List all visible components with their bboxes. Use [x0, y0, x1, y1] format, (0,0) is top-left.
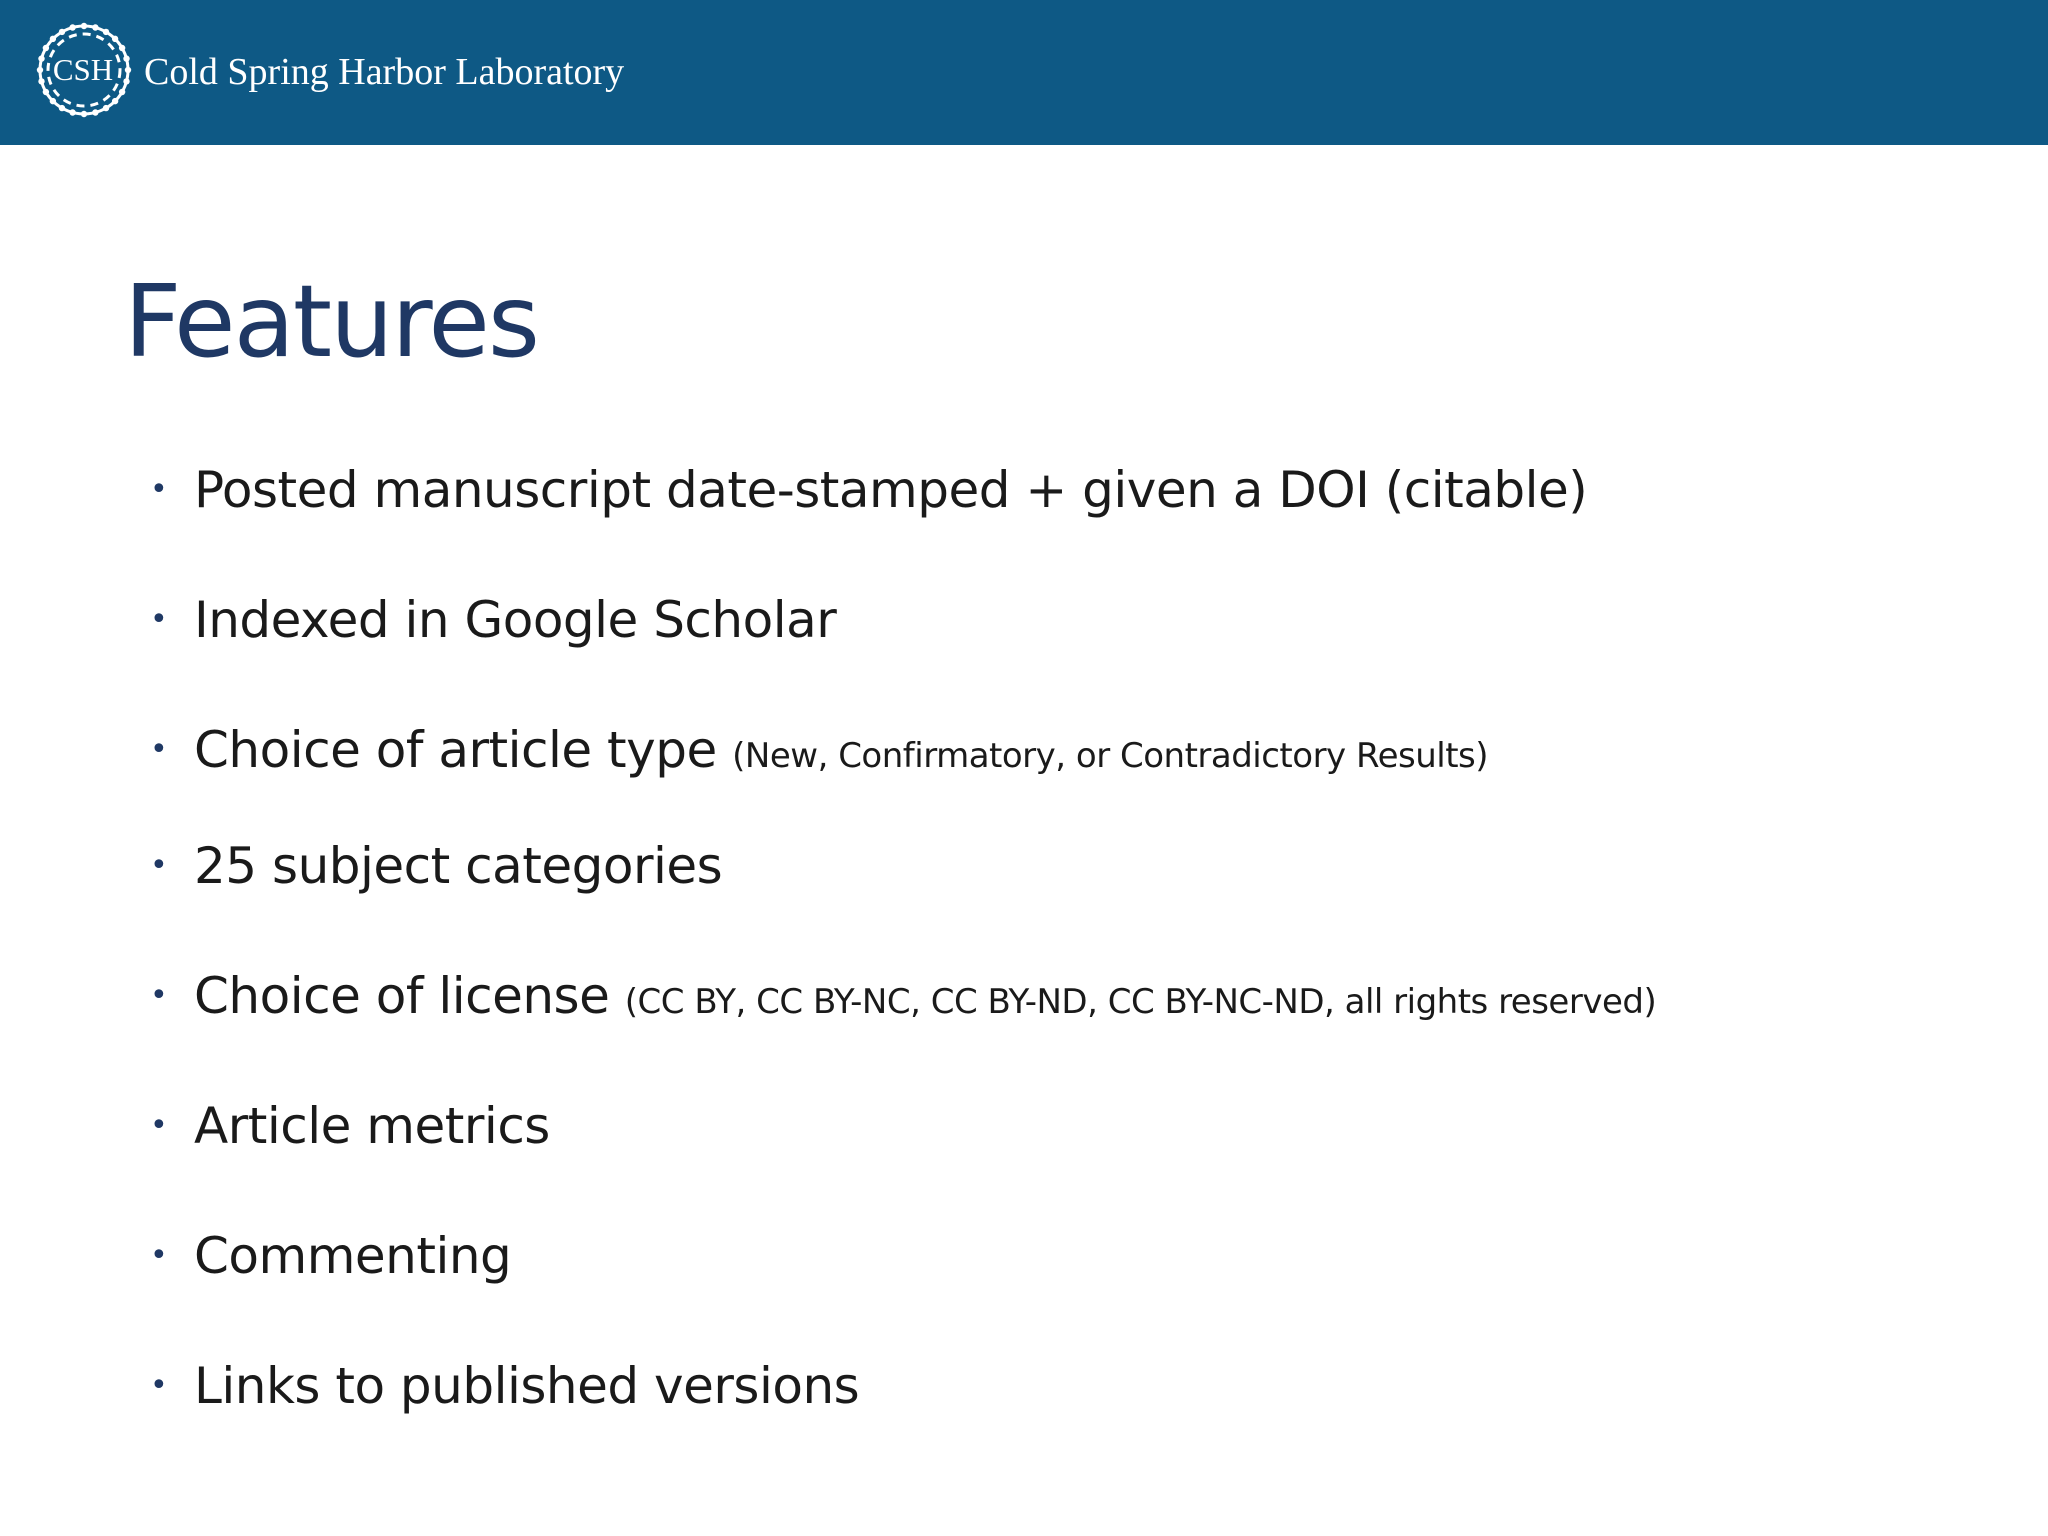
bullet-text: Article metrics [194, 1097, 550, 1155]
logo-bead [112, 36, 118, 42]
logo-bead [92, 24, 98, 30]
logo-bead [112, 98, 118, 104]
bullet-text: Links to published versions [194, 1357, 860, 1415]
logo-bead [81, 111, 87, 117]
bullet-text: Indexed in Google Scholar [194, 591, 837, 649]
logo-bead [103, 105, 109, 111]
logo-bead [43, 45, 49, 51]
bullet-text: Choice of article type [194, 721, 717, 779]
logo-bead [92, 109, 98, 115]
bullet-icon: • [150, 1238, 168, 1273]
logo-bead [38, 55, 44, 61]
bullet-note: (New, Confirmatory, or Contradictory Results) [732, 736, 1489, 776]
logo-bead [59, 105, 65, 111]
org-name: Cold Spring Harbor Laboratory [144, 51, 625, 93]
bullet-text: Commenting [194, 1227, 512, 1285]
page-title: Features [124, 263, 538, 380]
logo-bead [103, 29, 109, 35]
bullet-icon: • [150, 848, 168, 883]
bullet-text: 25 subject categories [194, 837, 723, 895]
logo-bead [119, 45, 125, 51]
logo-bead [50, 98, 56, 104]
bullet-text: Posted manuscript date-stamped + given a DOI (citable) [194, 461, 1588, 519]
logo-bead [50, 36, 56, 42]
logo-bead [69, 24, 75, 30]
logo-bead [37, 67, 43, 73]
bullet-icon: • [150, 978, 168, 1013]
bullet-icon: • [150, 1368, 168, 1403]
logo-bead [125, 67, 131, 73]
logo-bead [69, 109, 75, 115]
logo-bead [43, 89, 49, 95]
bullet-text: Choice of license [194, 967, 610, 1025]
bullet-icon: • [150, 732, 168, 767]
logo-bead [123, 78, 129, 84]
logo-text: CSH [52, 52, 114, 87]
logo-bead [81, 23, 87, 29]
bullet-icon: • [150, 1108, 168, 1143]
logo-bead [59, 29, 65, 35]
bullet-icon: • [150, 472, 168, 507]
logo-bead [123, 55, 129, 61]
csh-logo [32, 18, 136, 122]
logo-bead [119, 89, 125, 95]
header-bar [0, 0, 2048, 145]
bullet-icon: • [150, 602, 168, 637]
logo-bead [38, 78, 44, 84]
bullet-note: (CC BY, CC BY-NC, CC BY-ND, CC BY-NC-ND, all rights reserved) [624, 982, 1657, 1022]
